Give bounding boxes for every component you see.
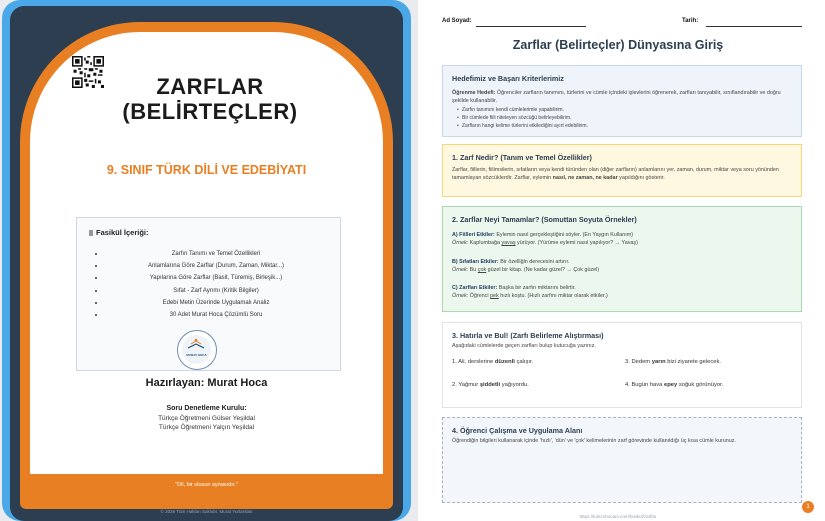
board-member: Türkçe Öğretmeni Gülser Yeşildal xyxy=(158,415,255,422)
exercise-subtitle: Aşağıdaki cümlelerde geçen zarfları bulup kutucuğa yazınız. xyxy=(452,343,596,349)
exercise-item: 1. Ali, derslerine düzenli çalışır. xyxy=(452,359,534,365)
practice-card[interactable] xyxy=(442,417,802,503)
worksheet-title: Zarflar (Belirteçler) Dünyasına Giriş xyxy=(512,38,724,52)
name-label: Ad Soyad: xyxy=(442,18,472,24)
goals-item: • Zarfların hangi kelime türlerini etkilediğini ayırt edebilirim. xyxy=(457,122,588,130)
exercise-item: 4. Bugün hava epey soğuk görünüyor. xyxy=(625,382,724,388)
cover-subtitle: 9. SINIF TÜRK DİLİ VE EDEBİYATI xyxy=(106,163,307,177)
copyright: © 2026 Tüm Hakları Saklıdır. Murat Yurtarslan xyxy=(160,509,253,514)
practice-title: 4. Öğrenci Çalışma ve Uygulama Alanı xyxy=(452,426,583,435)
contents-item: Yapılarına Göre Zarflar (Basit, Türemiş, Birleşik...) xyxy=(91,272,331,284)
cover-quote: "Dil, bir ulusun aynasıdır." xyxy=(175,482,238,488)
footer-url: https://turkcehocam.com/fasikul/zarflar xyxy=(579,514,657,519)
goals-card xyxy=(442,65,802,137)
example-adjectives: B) Sıfatları Etkiler: Bir özelliğin derecesini artırır. Örnek: Bu çok güzel bir kitap. (Ne kadar güzel? → Çok güzel) xyxy=(452,259,600,273)
cover-title-line2: (BELİRTEÇLER) xyxy=(122,99,298,124)
contents-heading: Fasikül İçeriği: xyxy=(89,228,149,237)
goals-item: • Bir cümlede fiili niteleyen sözcüğü belirleyebilirim. xyxy=(457,114,588,122)
examples-title: 2. Zarflar Neyi Tamamlar? (Somuttan Soyuta Örnekler) xyxy=(452,215,637,224)
worksheet-page xyxy=(418,0,825,521)
definition-title: 1. Zarf Nedir? (Tanım ve Temel Özellikler) xyxy=(452,153,592,162)
example-verbs: A) Fiilleri Etkiler: Eylemin nasıl gerçekleştiğini söyler. (En Yaygın Kullanım) Örnek: Kaplumbağa yavaş yürüyor. (Yürüme eylemi nasıl yapılıyor? → Yavaş) xyxy=(452,232,638,246)
book-icon xyxy=(89,230,93,236)
exercise-item: 2. Yağmur şiddetli yağıyordu. xyxy=(452,382,529,388)
name-field[interactable] xyxy=(476,26,586,27)
goals-item: • Zarfın tanımını kendi cümlelerimle yapabilirim. xyxy=(457,106,588,114)
exercise-card xyxy=(442,322,802,408)
goals-text: Öğrenme Hedefi: Öğrenciler zarfların tanımını, türlerini ve cümle içindeki işlevlerini öğrenerek, zarfları tanıyabilir, sınıflandırabilir ve doğru şekilde kullanabilir. xyxy=(452,90,781,104)
page-number-badge: 1 xyxy=(802,501,814,513)
contents-item: Sıfat - Zarf Ayrımı (Kritik Bilgiler) xyxy=(91,285,331,297)
examples-card xyxy=(442,206,802,312)
quote-bar xyxy=(30,474,383,498)
exercise-title: 3. Hatırla ve Bul! (Zarfı Belirleme Alıştırması) xyxy=(452,331,604,340)
cover-title-line1: ZARFLAR xyxy=(156,74,264,99)
prepared-by: Hazırlayan: Murat Hoca xyxy=(145,377,268,389)
brand-logo: MURAT HOCA xyxy=(177,330,217,370)
cover-content xyxy=(30,32,383,474)
board-member: Türkçe Öğretmeni Yalçın Yeşildal xyxy=(158,424,255,431)
cover-page xyxy=(2,0,411,521)
board-title: Soru Denetleme Kurulu: xyxy=(166,405,247,412)
definition-card xyxy=(442,144,802,197)
goals-title: Hedefimiz ve Başarı Kriterlerimiz xyxy=(452,74,564,83)
contents-item: Anlamlarına Göre Zarflar (Durum, Zaman, Miktar...) xyxy=(91,260,331,272)
definition-text: Zarflar, fiillerin, fiilimsilerin, sıfatların veya kendi türünden olan (diğer zarfların) anlamlarını yer, zaman, durum, miktar veya soru yönünden tamamlayan sözcüklerdir. Zarflar, eylemin nasıl, ne zaman, ne kadar yapıldığını gösterir. xyxy=(452,167,779,181)
date-label: Tarih: xyxy=(682,18,699,24)
contents-item: Zarfın Tanımı ve Temel Özellikleri xyxy=(91,248,331,260)
practice-text: Öğrendiğin bilgileri kullanarak içinde 'hızlı', 'dün' ve 'çok' kelimelerinin zarf görevinde kullanıldığı üç kısa cümle kurunuz. xyxy=(452,438,736,444)
contents-item: 30 Adet Murat Hoca Çözümlü Soru xyxy=(91,309,331,321)
goals-list xyxy=(457,106,588,130)
exercise-item: 3. Dedem yarın bizi ziyarete gelecek. xyxy=(625,359,722,365)
date-field[interactable] xyxy=(706,26,802,27)
example-adverbs: C) Zarfları Etkiler: Başka bir zarfın miktarını belirtir. Örnek: Öğrenci pek hızlı koştu. (Hızlı zarfını miktar olarak etkiler.) xyxy=(452,285,608,299)
cover-title xyxy=(90,74,330,124)
contents-list xyxy=(91,248,331,321)
book-logo-icon xyxy=(182,335,211,353)
contents-item: Edebi Metin Üzerinde Uygulamalı Analiz xyxy=(91,297,331,309)
